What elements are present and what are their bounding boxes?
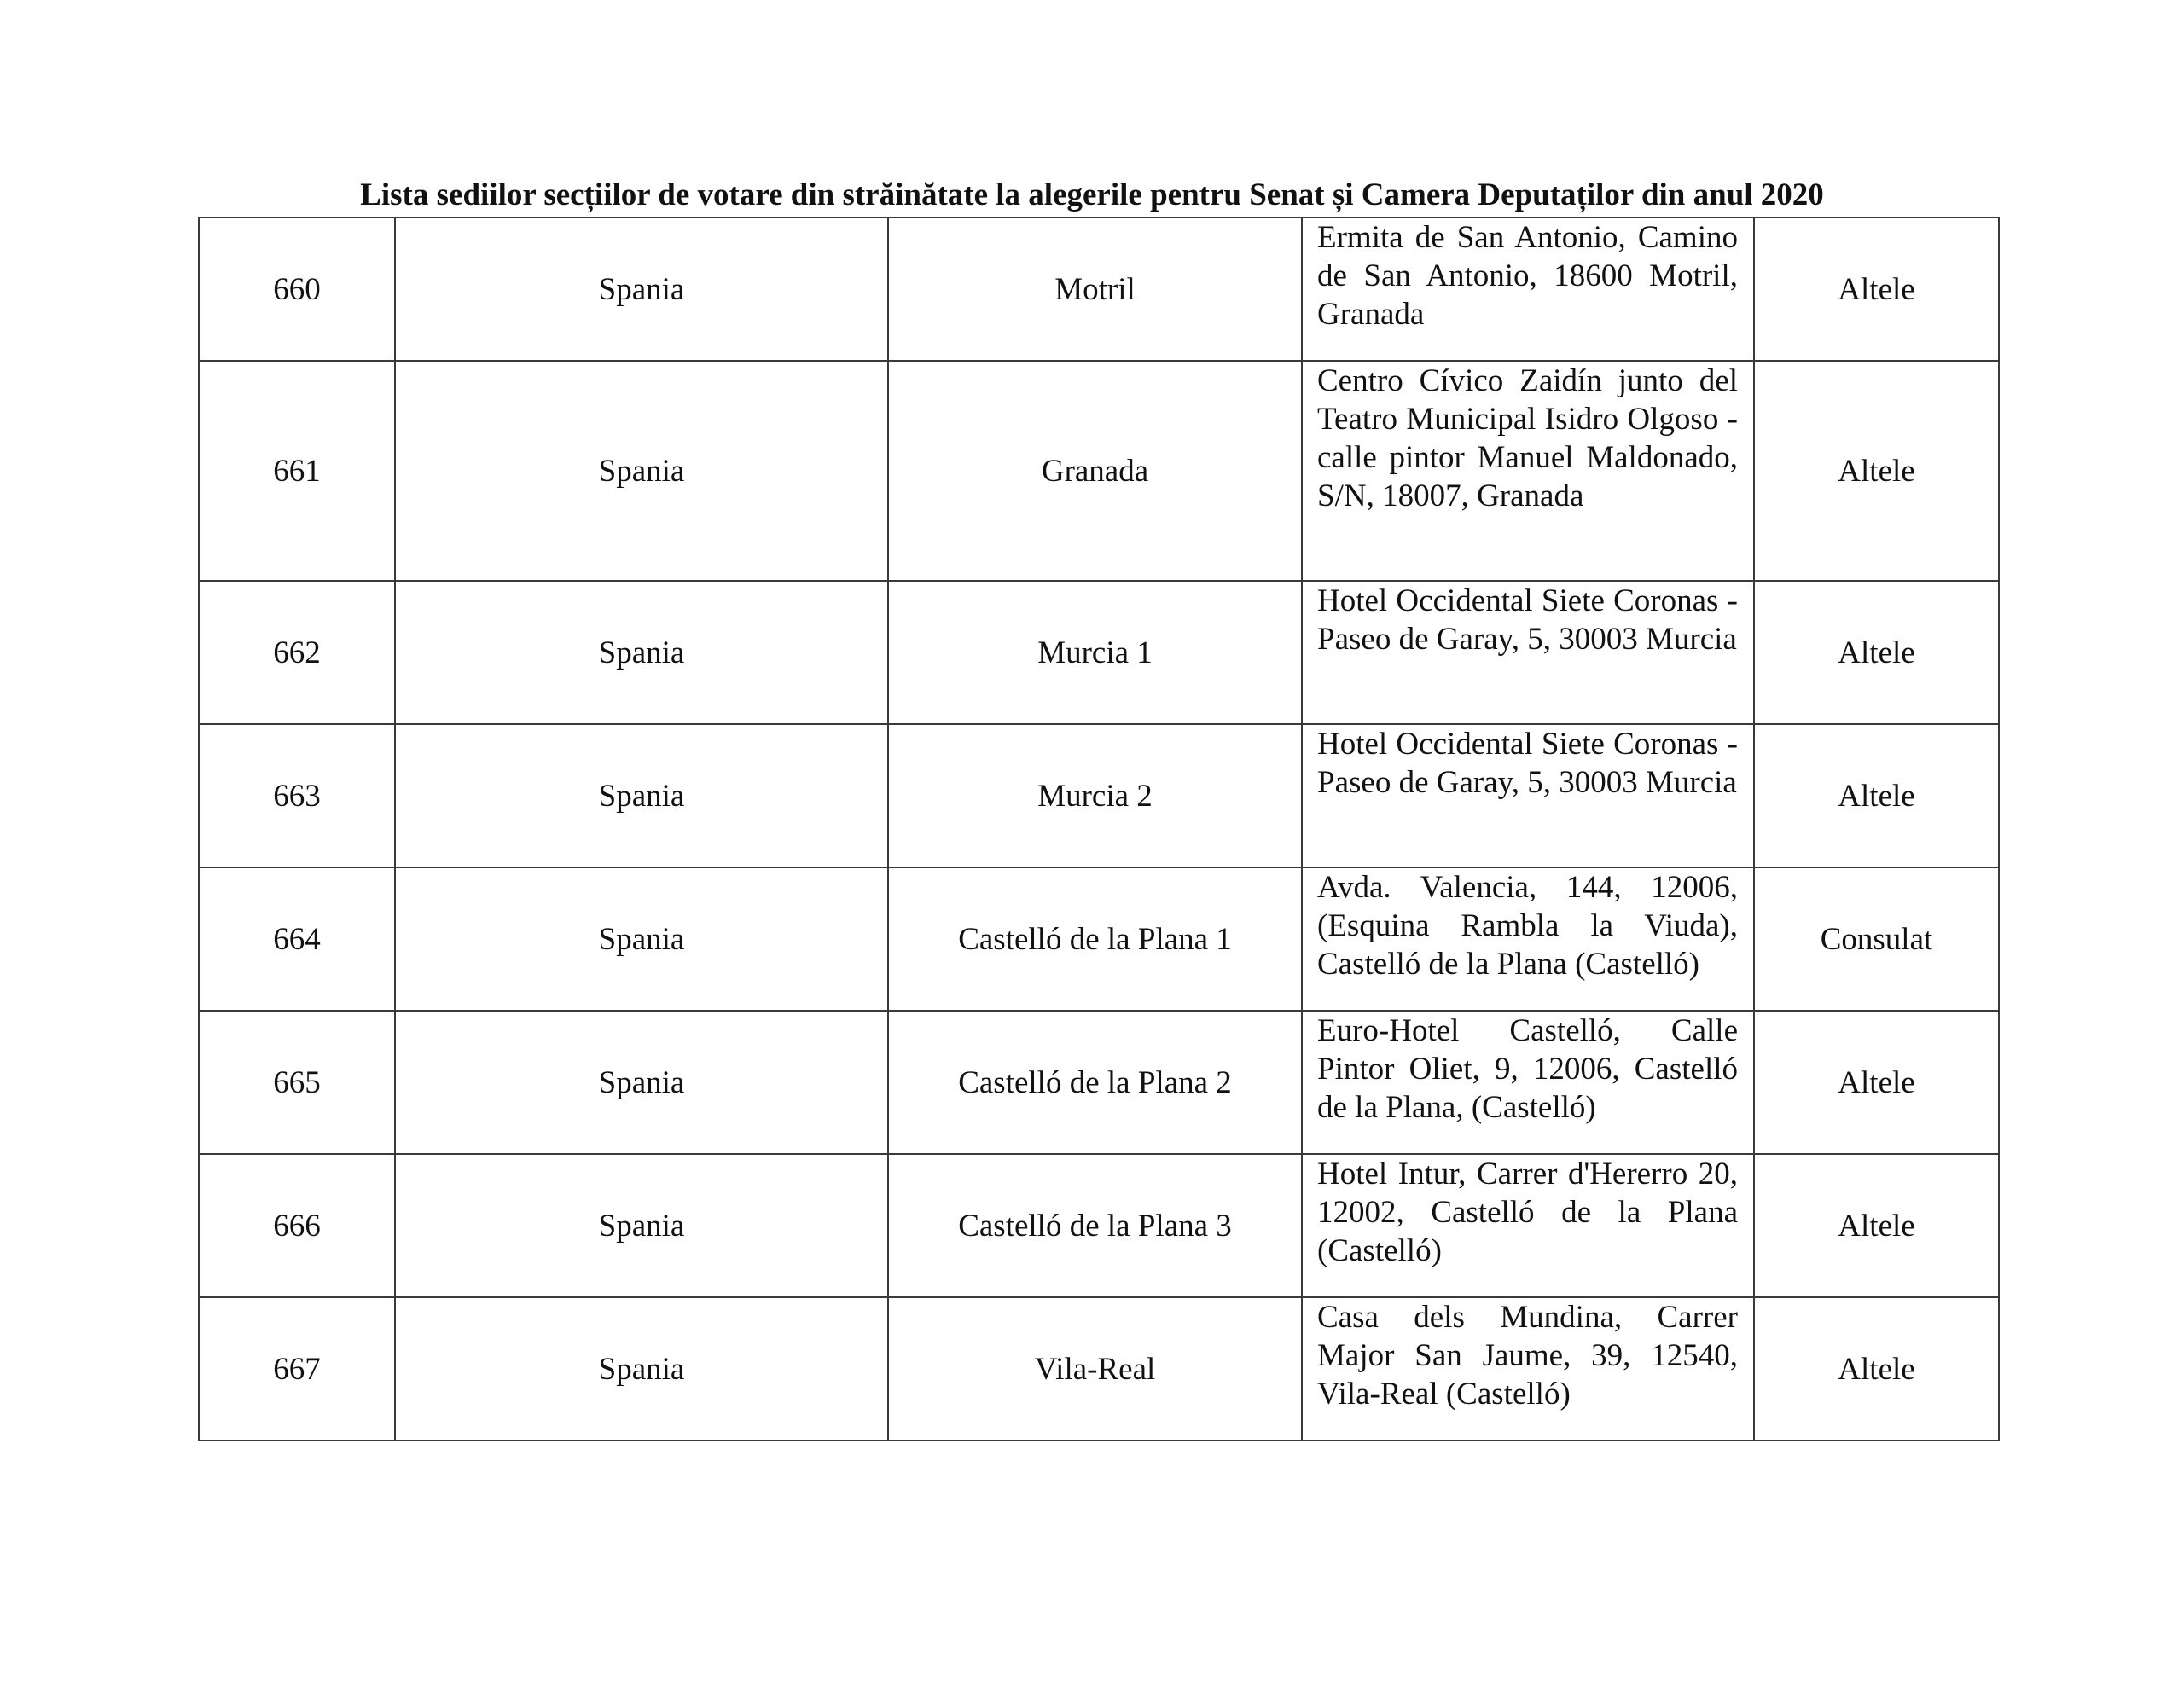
address-cell: Hotel Occidental Siete Coronas - Paseo de Garay, 5, 30003 Murcia	[1302, 724, 1754, 867]
locality-cell: Murcia 2	[888, 724, 1302, 867]
station-type-cell: Altele	[1754, 581, 1999, 724]
station-number-cell: 667	[199, 1297, 395, 1441]
station-type-cell: Consulat	[1754, 867, 1999, 1011]
station-number-cell: 662	[199, 581, 395, 724]
address-cell: Hotel Intur, Carrer d'Hererro 20, 12002, Castelló de la Plana (Castelló)	[1302, 1154, 1754, 1297]
station-type-cell: Altele	[1754, 1154, 1999, 1297]
address-cell: Euro-Hotel Castelló, Calle Pintor Oliet, 9, 12006, Castelló de la Plana, (Castelló)	[1302, 1011, 1754, 1154]
station-number-cell: 660	[199, 217, 395, 361]
station-number-cell: 661	[199, 361, 395, 581]
country-cell: Spania	[395, 867, 888, 1011]
address-cell: Centro Cívico Zaidín junto del Teatro Municipal Isidro Olgoso - calle pintor Manuel Maldonado, S/N, 18007, Granada	[1302, 361, 1754, 581]
table-row	[199, 361, 1999, 581]
table-row	[199, 581, 1999, 724]
table-row	[199, 217, 1999, 361]
station-type-cell: Altele	[1754, 724, 1999, 867]
locality-cell: Granada	[888, 361, 1302, 581]
polling-stations-table	[198, 217, 2000, 1441]
table-row	[199, 1011, 1999, 1154]
table-row	[199, 1297, 1999, 1441]
station-number-cell: 666	[199, 1154, 395, 1297]
station-type-cell: Altele	[1754, 361, 1999, 581]
station-number-cell: 664	[199, 867, 395, 1011]
table-row	[199, 867, 1999, 1011]
country-cell: Spania	[395, 217, 888, 361]
address-cell: Hotel Occidental Siete Coronas - Paseo de Garay, 5, 30003 Murcia	[1302, 581, 1754, 724]
country-cell: Spania	[395, 1154, 888, 1297]
station-number-cell: 665	[199, 1011, 395, 1154]
station-number-cell: 663	[199, 724, 395, 867]
country-cell: Spania	[395, 581, 888, 724]
address-cell: Avda. Valencia, 144, 12006, (Esquina Rambla la Viuda), Castelló de la Plana (Castelló)	[1302, 867, 1754, 1011]
locality-cell: Castelló de la Plana 2	[888, 1011, 1302, 1154]
locality-cell: Murcia 1	[888, 581, 1302, 724]
station-type-cell: Altele	[1754, 1011, 1999, 1154]
country-cell: Spania	[395, 361, 888, 581]
locality-cell: Motril	[888, 217, 1302, 361]
address-cell: Casa dels Mundina, Carrer Major San Jaume, 39, 12540, Vila-Real (Castelló)	[1302, 1297, 1754, 1441]
locality-cell: Vila-Real	[888, 1297, 1302, 1441]
table-row	[199, 1154, 1999, 1297]
address-cell: Ermita de San Antonio, Camino de San Antonio, 18600 Motril, Granada	[1302, 217, 1754, 361]
country-cell: Spania	[395, 1297, 888, 1441]
country-cell: Spania	[395, 724, 888, 867]
locality-cell: Castelló de la Plana 1	[888, 867, 1302, 1011]
table-row	[199, 724, 1999, 867]
page-title: Lista sediilor secțiilor de votare din străinătate la alegerile pentru Senat și Camera Deputaților din anul 2020	[360, 177, 1824, 212]
station-type-cell: Altele	[1754, 217, 1999, 361]
country-cell: Spania	[395, 1011, 888, 1154]
locality-cell: Castelló de la Plana 3	[888, 1154, 1302, 1297]
station-type-cell: Altele	[1754, 1297, 1999, 1441]
